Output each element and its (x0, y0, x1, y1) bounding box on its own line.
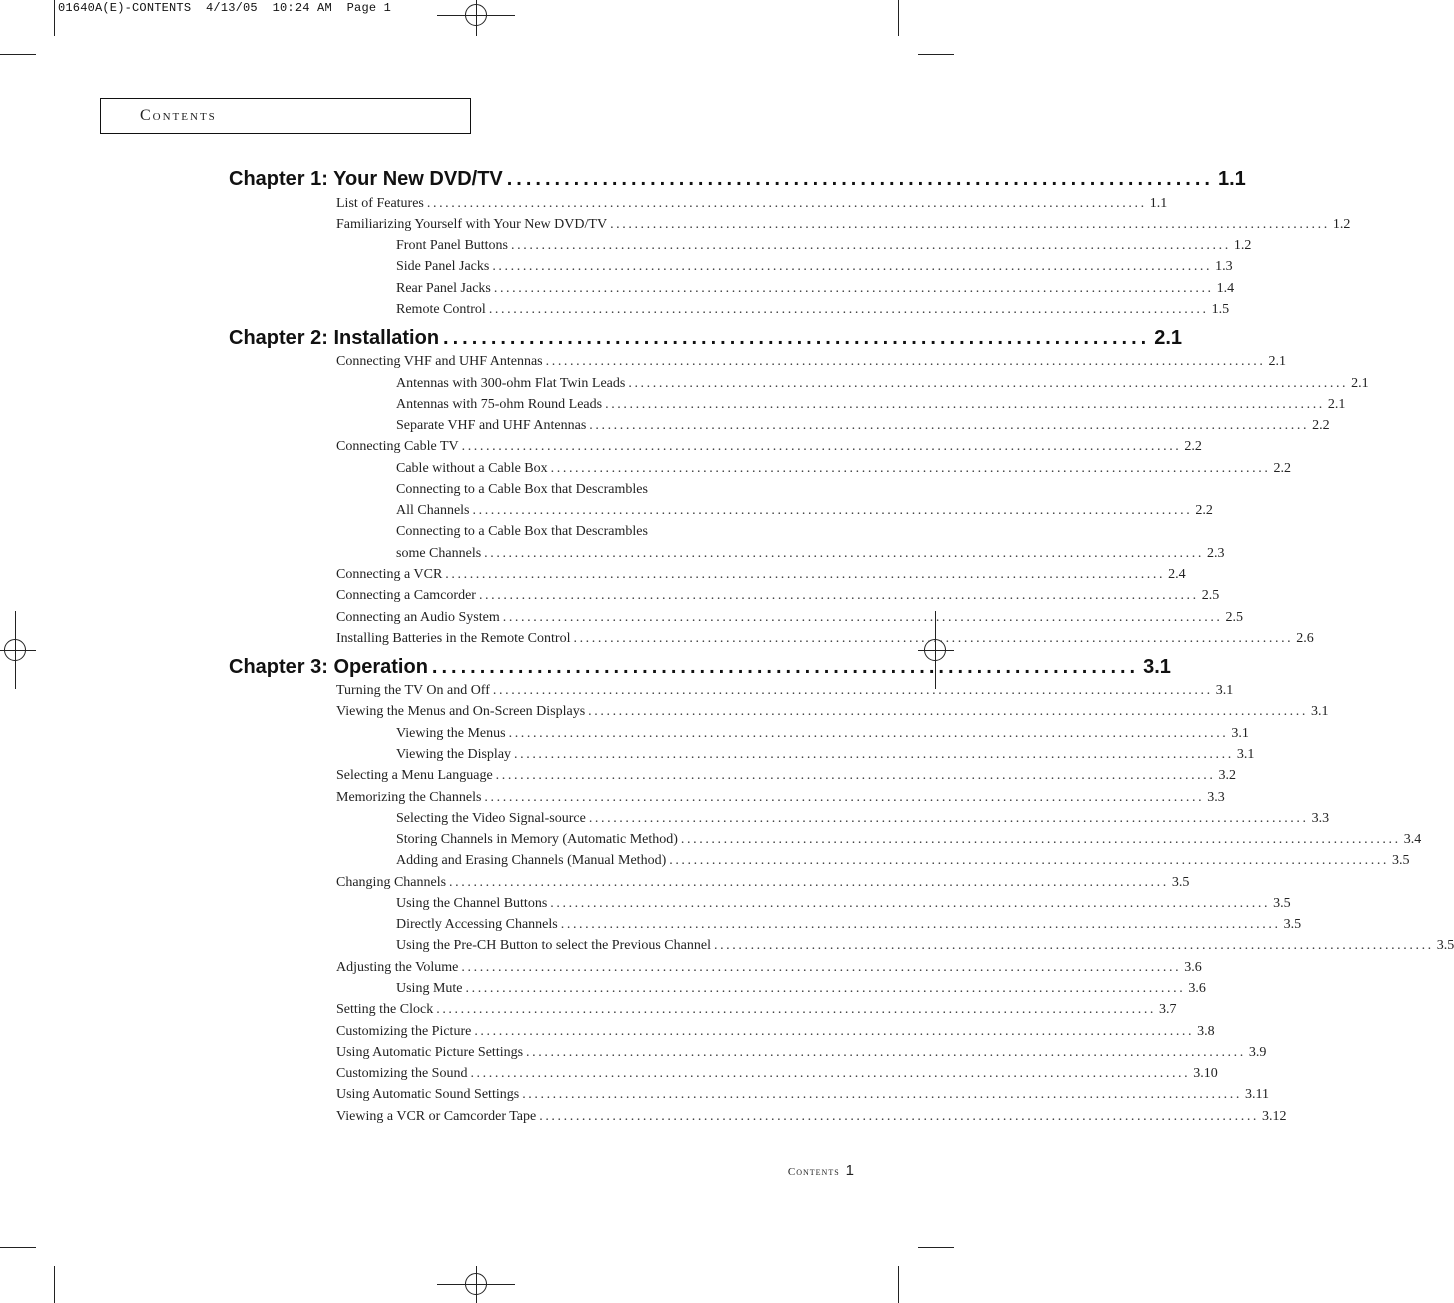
entry-title: Viewing the Menus and On-Screen Displays (336, 704, 586, 719)
dot-leader: ...................................................................................................................... (605, 397, 1325, 412)
entry-title: Memorizing the Channels (336, 790, 482, 805)
chapter-title: Chapter 2: Installation (229, 327, 440, 349)
entry-page: 2.5 (1225, 610, 1244, 625)
dot-leader: ...................................................................................................................... (680, 832, 1401, 847)
dot-leader: ...................................................................................................................... (588, 704, 1308, 719)
dot-leader: ...................................................................................................................... (669, 853, 1390, 868)
toc-entry[interactable] (336, 790, 1225, 810)
entry-title: Using Automatic Sound Settings (336, 1087, 520, 1102)
entry-title: Storing Channels in Memory (Automatic Method) (396, 832, 678, 847)
toc-entry[interactable] (396, 397, 1346, 417)
crop-mark (54, 0, 55, 36)
toc-entry[interactable] (336, 1087, 1269, 1107)
toc-entry[interactable] (336, 196, 1168, 216)
chapter-heading[interactable] (229, 656, 1171, 684)
toc-entry[interactable] (396, 832, 1422, 852)
entry-page: 2.5 (1201, 588, 1220, 603)
entry-page: 3.6 (1188, 981, 1206, 996)
entry-title: Adding and Erasing Channels (Manual Method) (396, 853, 667, 868)
entry-page: 3.5 (1283, 917, 1302, 932)
crop-mark (918, 1247, 954, 1248)
entry-title: Viewing the Display (396, 747, 512, 762)
toc-entry[interactable] (396, 981, 1206, 1001)
dot-leader: ...................................................................................................................... (589, 418, 1310, 433)
entry-page: 2.4 (1168, 567, 1186, 582)
toc-entry[interactable] (336, 704, 1329, 724)
entry-page: 3.11 (1245, 1087, 1269, 1102)
dot-leader: ...................................................................................................................... (560, 917, 1281, 932)
toc-entry[interactable] (396, 302, 1230, 322)
chapter-title: Chapter 3: Operation (229, 656, 428, 678)
dot-leader: .......................................................................... (506, 168, 1214, 190)
entry-title: Rear Panel Jacks (396, 281, 491, 296)
dot-leader: ...................................................................................................................... (550, 461, 1271, 476)
toc-entry[interactable] (336, 1024, 1215, 1044)
crop-mark (0, 1247, 36, 1248)
entry-title: Using the Pre-CH Button to select the Previous Channel (396, 938, 711, 953)
dot-leader: ...................................................................................................................... (492, 683, 1213, 698)
entry-page: 1.5 (1211, 302, 1230, 317)
toc-entry[interactable] (336, 1109, 1287, 1129)
toc-entry[interactable] (396, 546, 1225, 566)
toc-entry[interactable] (396, 747, 1255, 767)
entry-page: 3.3 (1207, 790, 1225, 805)
entry-page: 3.6 (1184, 960, 1202, 975)
entry-page: 3.1 (1236, 747, 1255, 762)
entry-title: Adjusting the Volume (336, 960, 459, 975)
entry-page: 2.2 (1312, 418, 1330, 433)
entry-page: 3.5 (1392, 853, 1410, 868)
entry-title: Customizing the Picture (336, 1024, 472, 1039)
entry-page: 2.1 (1327, 397, 1346, 412)
page-title: Contents (140, 107, 217, 124)
entry-page: 3.1 (1215, 683, 1234, 698)
entry-title: Connecting a VCR (336, 567, 443, 582)
dot-leader: ...................................................................................................................... (508, 726, 1229, 741)
entry-title: Connecting Cable TV (336, 439, 459, 454)
entry-page: 3.2 (1218, 768, 1236, 783)
entry-page: 3.7 (1159, 1002, 1177, 1017)
entry-page: 3.1 (1231, 726, 1249, 741)
dot-leader: ...................................................................................................................... (588, 811, 1309, 826)
entry-page: 3.5 (1273, 896, 1291, 911)
entry-title: Viewing a VCR or Camcorder Tape (336, 1109, 537, 1124)
toc-entry[interactable] (336, 588, 1220, 608)
entry-page: 3.10 (1193, 1066, 1218, 1081)
page-number: 1 (845, 1162, 854, 1179)
entry-page: 2.3 (1206, 546, 1225, 561)
print-slug: 01640A(E)-CONTENTS 4/13/05 10:24 AM Page 1 (58, 1, 392, 15)
crop-mark (898, 1266, 899, 1303)
toc-entry[interactable] (396, 726, 1249, 746)
entry-title: Separate VHF and UHF Antennas (396, 418, 587, 433)
entry-title: Turning the TV On and Off (336, 683, 490, 698)
dot-leader: ...................................................................................................................... (465, 981, 1186, 996)
entry-page: 3.5 (1436, 938, 1454, 953)
toc-entry[interactable] (336, 875, 1190, 895)
entry-page: 1.3 (1215, 259, 1233, 274)
dot-leader: ...................................................................................................................... (492, 259, 1213, 274)
entry-page: 2.2 (1195, 503, 1213, 518)
entry-title: Changing Channels (336, 875, 447, 890)
dot-leader: ...................................................................................................................... (573, 631, 1294, 646)
toc-entry[interactable] (336, 631, 1314, 651)
chapter-page: 1.1 (1217, 168, 1246, 190)
entry-title: Connecting to a Cable Box that Descrambles (396, 524, 648, 539)
entry-title: Directly Accessing Channels (396, 917, 558, 932)
toc-entry[interactable] (396, 259, 1233, 279)
entry-title: some Channels (396, 546, 482, 561)
entry-title: All Channels (396, 503, 470, 518)
dot-leader: ...................................................................................................................... (502, 610, 1223, 625)
toc-entry[interactable] (336, 1002, 1177, 1022)
entry-page: 2.1 (1351, 376, 1369, 391)
entry-page: 1.4 (1216, 281, 1235, 296)
toc-entry[interactable] (336, 610, 1244, 630)
dot-leader: ...................................................................................................................... (461, 439, 1182, 454)
entry-title: Connecting a Camcorder (336, 588, 476, 603)
dot-leader: ...................................................................................................................... (474, 1024, 1195, 1039)
toc-entry[interactable] (396, 938, 1454, 958)
toc-entry[interactable] (396, 896, 1291, 916)
registration-mark-icon (465, 4, 487, 26)
toc-entry[interactable] (396, 811, 1330, 831)
entry-title: Using Automatic Picture Settings (336, 1045, 524, 1060)
toc-entry[interactable] (396, 503, 1213, 523)
toc-entry[interactable] (396, 418, 1330, 438)
entry-page: 2.1 (1268, 354, 1286, 369)
toc-entry[interactable] (396, 281, 1235, 301)
entry-title: Front Panel Buttons (396, 238, 509, 253)
entry-title: Antennas with 300-ohm Flat Twin Leads (396, 376, 626, 391)
dot-leader: ...................................................................................................................... (472, 503, 1193, 518)
dot-leader: ...................................................................................................................... (545, 354, 1266, 369)
dot-leader: ...................................................................................................................... (495, 768, 1216, 783)
chapter-title: Chapter 1: Your New DVD/TV (229, 168, 503, 190)
entry-page: 1.2 (1332, 217, 1351, 232)
toc-entry[interactable] (336, 217, 1351, 237)
chapter-heading[interactable] (229, 327, 1183, 355)
dot-leader: .......................................................................... (443, 327, 1151, 349)
dot-leader: ...................................................................................................................... (526, 1045, 1246, 1060)
dot-leader: ...................................................................................................................... (445, 567, 1166, 582)
dot-leader: ...................................................................................................................... (610, 217, 1330, 232)
toc-entry[interactable] (396, 461, 1291, 481)
toc-entry[interactable] (396, 917, 1302, 937)
toc-entry[interactable] (336, 683, 1234, 703)
entry-page: 3.9 (1248, 1045, 1267, 1060)
entry-title: Remote Control (396, 302, 486, 317)
entry-title: Using Mute (396, 981, 463, 996)
entry-page: 2.2 (1184, 439, 1202, 454)
toc-entry[interactable] (336, 567, 1186, 587)
entry-title: Customizing the Sound (336, 1066, 468, 1081)
entry-page: 3.12 (1262, 1109, 1287, 1124)
entry-title: Connecting an Audio System (336, 610, 500, 625)
dot-leader: .......................................................................... (431, 656, 1140, 678)
dot-leader: ...................................................................................................................... (514, 747, 1234, 762)
page-footer (788, 1162, 854, 1179)
dot-leader: ...................................................................................................................... (713, 938, 1434, 953)
dot-leader: ...................................................................................................................... (628, 376, 1349, 391)
entry-title: List of Features (336, 196, 424, 211)
entry-page: 1.2 (1233, 238, 1252, 253)
entry-title: Antennas with 75-ohm Round Leads (396, 397, 603, 412)
toc-entry-line[interactable] (396, 482, 805, 502)
entry-page: 3.3 (1311, 811, 1330, 826)
toc-entry-line[interactable] (396, 524, 805, 544)
dot-leader: ...................................................................................................................... (470, 1066, 1191, 1081)
entry-title: Familiarizing Yourself with Your New DVD/TV (336, 217, 608, 232)
entry-title: Using the Channel Buttons (396, 896, 548, 911)
registration-mark-icon (465, 1273, 487, 1295)
entry-title: Connecting to a Cable Box that Descrambles (396, 482, 648, 497)
toc-entry[interactable] (336, 768, 1236, 788)
dot-leader: ...................................................................................................................... (426, 196, 1147, 211)
dot-leader: ...................................................................................................................... (461, 960, 1182, 975)
toc-entry[interactable] (336, 1066, 1218, 1086)
entry-page: 3.4 (1403, 832, 1422, 847)
dot-leader: ...................................................................................................................... (478, 588, 1199, 603)
entry-page: 3.5 (1171, 875, 1190, 890)
entry-page: 3.1 (1310, 704, 1329, 719)
toc-entry[interactable] (336, 1045, 1267, 1065)
toc-entry[interactable] (336, 354, 1286, 374)
entry-title: Side Panel Jacks (396, 259, 490, 274)
toc-entry[interactable] (396, 853, 1410, 873)
crop-mark (0, 54, 36, 55)
chapter-page: 3.1 (1143, 656, 1171, 678)
dot-leader: ...................................................................................................................... (511, 238, 1231, 253)
registration-mark-icon (4, 639, 26, 661)
dot-leader: ...................................................................................................................... (484, 790, 1205, 805)
dot-leader: ...................................................................................................................... (493, 281, 1214, 296)
dot-leader: ...................................................................................................................... (550, 896, 1271, 911)
footer-label: Contents (787, 1166, 840, 1178)
entry-title: Setting the Clock (336, 1002, 434, 1017)
dot-leader: ...................................................................................................................... (522, 1087, 1242, 1102)
entry-title: Selecting a Menu Language (336, 768, 493, 783)
toc-entry[interactable] (336, 439, 1202, 459)
entry-page: 3.8 (1197, 1024, 1215, 1039)
entry-page: 2.6 (1296, 631, 1314, 646)
dot-leader: ...................................................................................................................... (436, 1002, 1157, 1017)
toc-entry[interactable] (396, 376, 1369, 396)
entry-page: 1.1 (1149, 196, 1168, 211)
dot-leader: ...................................................................................................................... (484, 546, 1204, 561)
chapter-heading[interactable] (229, 168, 1246, 196)
toc-entry[interactable] (336, 960, 1202, 980)
entry-title: Connecting VHF and UHF Antennas (336, 354, 543, 369)
entry-title: Selecting the Video Signal-source (396, 811, 586, 826)
dot-leader: ...................................................................................................................... (539, 1109, 1260, 1124)
entry-title: Viewing the Menus (396, 726, 506, 741)
crop-mark (898, 0, 899, 36)
dot-leader: ...................................................................................................................... (488, 302, 1209, 317)
dot-leader: ...................................................................................................................... (449, 875, 1169, 890)
toc-entry[interactable] (396, 238, 1252, 258)
entry-title: Installing Batteries in the Remote Control (336, 631, 571, 646)
entry-title: Cable without a Cable Box (396, 461, 548, 476)
chapter-page: 2.1 (1154, 327, 1183, 349)
crop-mark (54, 1266, 55, 1303)
crop-mark (918, 54, 954, 55)
entry-page: 2.2 (1273, 461, 1291, 476)
